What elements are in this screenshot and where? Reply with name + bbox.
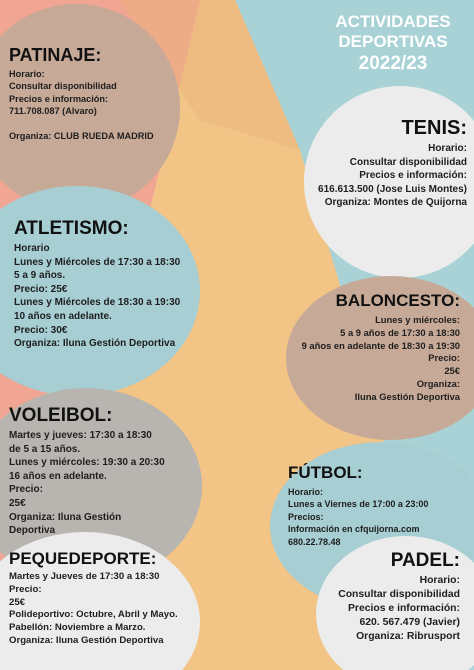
section-futbol bbox=[288, 462, 428, 548]
section-line: Precios e información: bbox=[9, 93, 109, 104]
section-padel bbox=[338, 550, 460, 644]
section-line: 16 años en adelante. bbox=[9, 470, 107, 482]
section-line: 5 a 9 años. bbox=[14, 270, 66, 282]
section-heading: FÚTBOL: bbox=[288, 463, 363, 482]
section-line: 5 a 9 años de 17:30 a 18:30 bbox=[340, 326, 460, 338]
section-line: 711.708.087 (Alvaro) bbox=[9, 106, 97, 117]
section-line: Deportiva bbox=[9, 525, 56, 537]
section-line: Precio: 25€ bbox=[14, 283, 68, 295]
section-line: Organiza: Montes de Quijorna bbox=[324, 197, 467, 208]
section-heading: PEQUEDEPORTE: bbox=[9, 549, 157, 568]
section-line: Martes y jueves: 17:30 a 18:30 bbox=[9, 430, 152, 441]
section-line: Lunes y miércoles: bbox=[375, 314, 460, 325]
title-line: 2022/23 bbox=[358, 52, 428, 74]
section-line: Horario bbox=[14, 243, 50, 254]
section-line: 9 años en adelante de 18:30 a 19:30 bbox=[301, 339, 460, 351]
section-line: 620. 567.479 (Javier) bbox=[359, 617, 460, 628]
title-line: ACTIVIDADES bbox=[335, 12, 451, 31]
section-line: Horario: bbox=[288, 487, 324, 497]
section-line: Lunes y Miércoles de 18:30 a 19:30 bbox=[14, 297, 181, 309]
section-line: Organiza: bbox=[416, 377, 460, 389]
section-line: Horario: bbox=[428, 143, 467, 154]
section-line: Consultar disponibilidad bbox=[349, 156, 467, 168]
section-voleibol bbox=[9, 405, 165, 538]
section-line: Martes y Jueves de 17:30 a 18:30 bbox=[9, 571, 160, 582]
section-line: Horario: bbox=[9, 69, 45, 79]
section-atletismo bbox=[14, 218, 180, 351]
section-heading: VOLEIBOL: bbox=[9, 405, 113, 426]
section-line: Precios e información: bbox=[347, 603, 460, 614]
section-line: Precios e información: bbox=[359, 170, 467, 181]
section-line: 616.613.500 (Jose Luis Montes) bbox=[318, 183, 467, 195]
section-heading: PADEL: bbox=[390, 550, 460, 571]
section-pequedeporte bbox=[9, 548, 178, 648]
section-line: Organiza: CLUB RUEDA MADRID bbox=[9, 130, 154, 141]
section-line: Organiza: Iluna Gestión bbox=[9, 511, 122, 523]
section-line: 25€ bbox=[444, 365, 460, 377]
section-line: Lunes a Viernes de 17:00 a 23:00 bbox=[288, 499, 429, 510]
section-heading: PATINAJE: bbox=[9, 45, 102, 65]
section-line: Precios: bbox=[288, 511, 324, 522]
section-tenis bbox=[318, 116, 467, 210]
section-line: Precio: bbox=[9, 583, 42, 595]
section-line: 680.22.78.48 bbox=[288, 536, 341, 547]
section-line: Consultar disponibilidad bbox=[338, 589, 460, 600]
section-line: Polideportivo: Octubre, Abril y Mayo. bbox=[9, 609, 178, 621]
poster-title bbox=[318, 12, 468, 76]
section-line: Lunes y miércoles: 19:30 a 20:30 bbox=[9, 457, 165, 469]
section-line: Precio: bbox=[9, 484, 43, 496]
section-line: 25€ bbox=[9, 497, 26, 509]
section-heading: TENIS: bbox=[401, 117, 467, 139]
section-line: Iluna Gestión Deportiva bbox=[354, 390, 460, 402]
section-heading: BALONCESTO: bbox=[335, 291, 460, 310]
section-line: Horario: bbox=[419, 575, 460, 586]
section-baloncesto bbox=[302, 290, 460, 404]
section-line: Precio: bbox=[428, 352, 460, 364]
section-patinaje bbox=[9, 44, 154, 142]
section-line bbox=[9, 118, 154, 130]
section-line: de 5 a 15 años. bbox=[9, 443, 81, 455]
section-line: Precio: 30€ bbox=[14, 324, 68, 336]
section-line: Organiza: Iluna Gestión Deportiva bbox=[14, 338, 176, 350]
title-line: DEPORTIVAS bbox=[338, 32, 448, 52]
section-heading: ATLETISMO: bbox=[14, 218, 129, 239]
section-line: 10 años en adelante. bbox=[14, 310, 112, 322]
section-line: Pabellón: Noviembre a Marzo. bbox=[9, 622, 146, 634]
section-line: Información en cfquijorna.com bbox=[288, 524, 420, 535]
section-line: Consultar disponibilidad bbox=[9, 81, 117, 92]
section-line: Lunes y Miércoles de 17:30 a 18:30 bbox=[14, 256, 181, 268]
section-line: Organiza: Ribrusport bbox=[356, 631, 460, 642]
section-line: 25€ bbox=[9, 596, 26, 608]
section-line: Organiza: Iluna Gestión Deportiva bbox=[9, 634, 164, 646]
